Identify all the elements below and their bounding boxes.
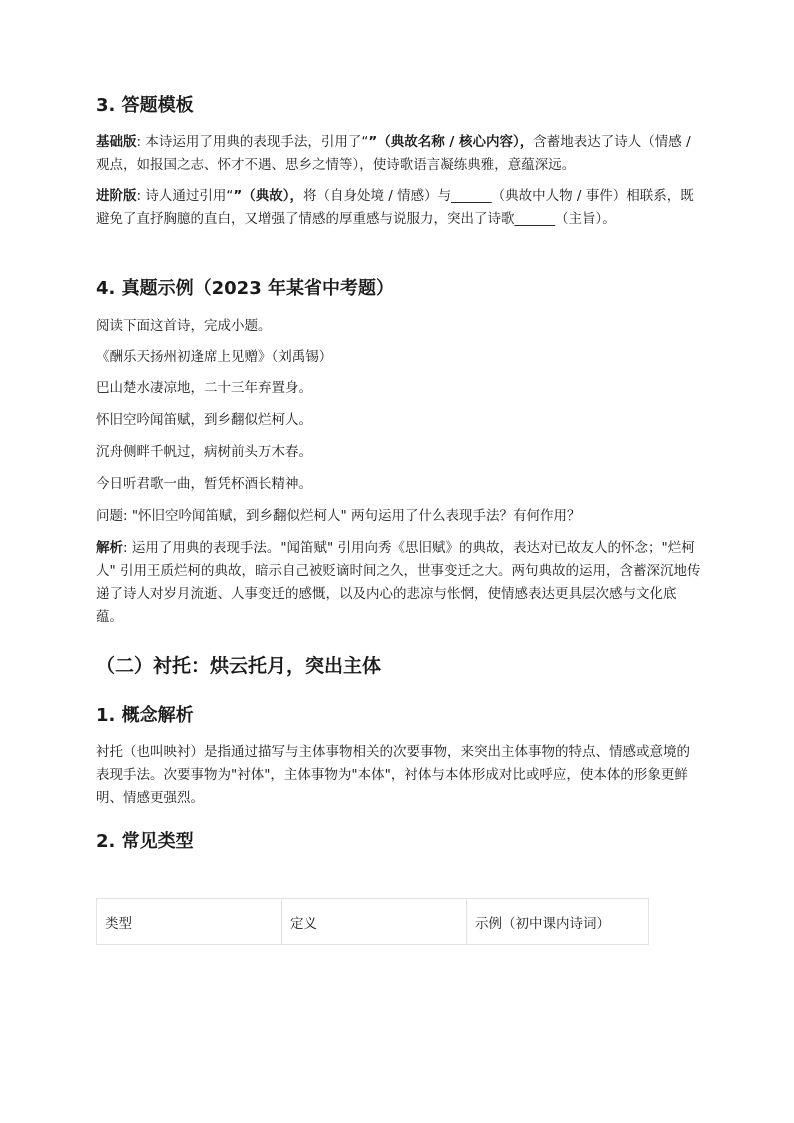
common-types-heading: 2. 常见类型 — [96, 831, 194, 852]
table-header-row — [97, 899, 649, 945]
poem-line-1: 巴山楚水凄凉地，二十三年弃置身。 — [96, 380, 312, 396]
types-table — [96, 898, 649, 945]
poem-line-3: 沉舟侧畔千帆过，病树前头万木春。 — [96, 444, 312, 460]
poem-title: 《酬乐天扬州初逢席上见赠》（刘禹锡） — [96, 349, 333, 365]
table-header-cell: 示例（初中课内诗词） — [467, 899, 649, 945]
table-header-cell: 定义 — [282, 899, 467, 945]
section-3-heading: 3. 答题模板 — [96, 95, 194, 116]
poem-line-2: 怀旧空吟闻笛赋，到乡翻似烂柯人。 — [96, 412, 312, 428]
advanced-label: 进阶版 — [96, 188, 137, 204]
section-4-heading: 4. 真题示例（2023 年某省中考题） — [96, 278, 394, 299]
concept-heading: 1. 概念解析 — [96, 705, 194, 726]
basic-label: 基础版 — [96, 134, 137, 150]
exam-instruction: 阅读下面这首诗，完成小题。 — [96, 318, 272, 334]
contrast-section-heading: （二）衬托：烘云托月，突出主体 — [96, 655, 382, 677]
analysis-paragraph: 解析: 运用了用典的表现手法。"闻笛赋" 引用向秀《思旧赋》的典故，表达对已故友人的怀念；"烂柯人" 引用王质烂柯的典故，暗示自己被贬谪时间之久，世事变迁之大。两句典故的运用，含蓄深沉地传递了诗人对岁月流逝、人事变迁的感慨，以及内心的悲凉与怅惘，使情感表达更具层次感与文化底蕴。 — [96, 540, 701, 625]
concept-paragraph: 衬托（也叫映衬）是指通过描写与主体事物相关的次要事物，来突出主体事物的特点、情感或意境的表现手法。次要事物为"衬体"，主体事物为"本体"，衬体与本体形成对比或呼应，使本体的形象更鲜明、情感更强烈。 — [96, 744, 690, 806]
exam-question: 问题: "怀旧空吟闻笛赋，到乡翻似烂柯人" 两句运用了什么表现手法？有何作用？ — [96, 508, 581, 524]
table-header-cell: 类型 — [97, 899, 282, 945]
analysis-label: 解析 — [96, 540, 123, 556]
poem-line-4: 今日听君歌一曲，暂凭杯酒长精神。 — [96, 476, 312, 492]
basic-template-paragraph: 基础版: 本诗运用了用典的表现手法，引用了“”（典故名称 / 核心内容），含蓄地表达了诗人（情感 / 观点，如报国之志、怀才不遇、思乡之情等），使诗歌语言凝练典雅，意蕴深远。 — [96, 134, 691, 173]
advanced-template-paragraph: 进阶版: 诗人通过引用“”（典故），将（自身处境 / 情感）与______（典故中人物 / 事件）相联系，既避免了直抒胸臆的直白，又增强了情感的厚重感与说服力，突出了诗歌______（主旨）。 — [96, 188, 694, 227]
